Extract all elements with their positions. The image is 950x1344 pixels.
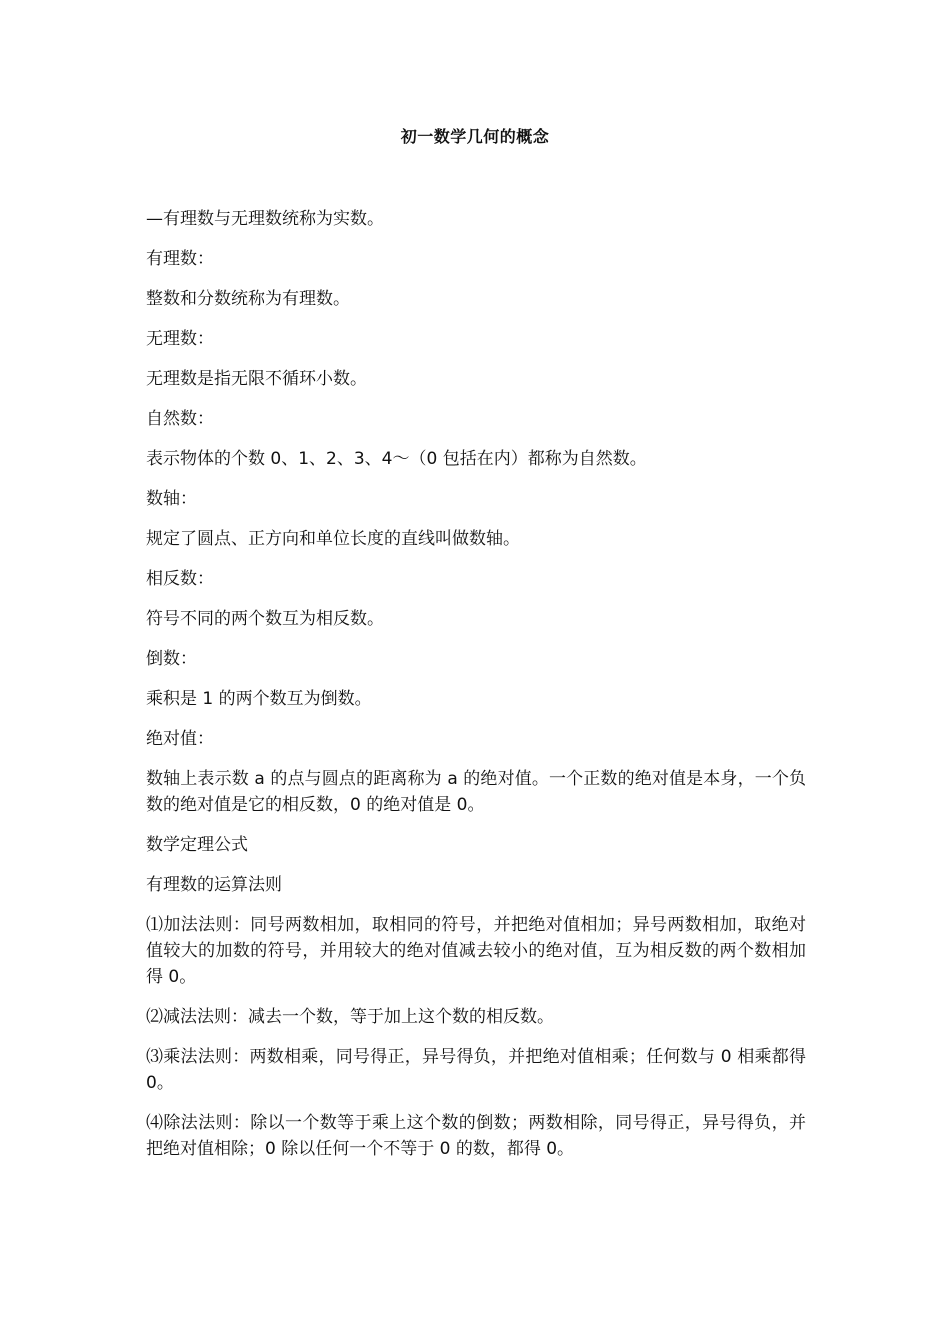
paragraph-natural-numbers: 表示物体的个数 0、1、2、3、4～（0 包括在内）都称为自然数。	[146, 449, 647, 469]
paragraph-division-rule: ⑷除法法则：除以一个数等于乘上这个数的倒数；两数相除，同号得正，异号得负，并把绝对值相除；0 除以任何一个不等于 0 的数，都得 0。	[146, 1113, 806, 1159]
document-body	[146, 206, 806, 1176]
paragraph-addition-rule: ⑴加法法则：同号两数相加，取相同的符号，并把绝对值相加；异号两数相加，取绝对值较大的加数的符号，并用较大的绝对值减去较小的绝对值，互为相反数的两个数相加得 0。	[146, 915, 806, 987]
heading-absolute-value: 绝对值：	[146, 729, 214, 749]
paragraph-number-line: 规定了圆点、正方向和单位长度的直线叫做数轴。	[146, 529, 520, 549]
paragraph-absolute-value: 数轴上表示数 a 的点与圆点的距离称为 a 的绝对值。一个正数的绝对值是本身，一个负数的绝对值是它的相反数，0 的绝对值是 0。	[146, 769, 806, 815]
paragraph-reciprocal: 乘积是 1 的两个数互为倒数。	[146, 689, 372, 709]
heading-reciprocal: 倒数：	[146, 649, 197, 669]
heading-rational-operations: 有理数的运算法则	[146, 875, 282, 895]
heading-natural-numbers: 自然数：	[146, 409, 214, 429]
paragraph-opposite-numbers: 符号不同的两个数互为相反数。	[146, 609, 384, 629]
paragraph-irrational-numbers: 无理数是指无限不循环小数。	[146, 369, 367, 389]
heading-number-line: 数轴：	[146, 489, 197, 509]
heading-math-theorems: 数学定理公式	[146, 835, 248, 855]
paragraph-subtraction-rule: ⑵减法法则：减去一个数，等于加上这个数的相反数。	[146, 1007, 554, 1027]
heading-opposite-numbers: 相反数：	[146, 569, 214, 589]
heading-rational-numbers: 有理数：	[146, 249, 214, 269]
page-title: 初一数学几何的概念	[400, 127, 550, 146]
heading-irrational-numbers: 无理数：	[146, 329, 214, 349]
paragraph-real-numbers: —有理数与无理数统称为实数。	[146, 209, 384, 229]
paragraph-rational-numbers: 整数和分数统称为有理数。	[146, 289, 350, 309]
paragraph-multiplication-rule: ⑶乘法法则：两数相乘，同号得正，异号得负，并把绝对值相乘；任何数与 0 相乘都得 0。	[146, 1047, 806, 1093]
